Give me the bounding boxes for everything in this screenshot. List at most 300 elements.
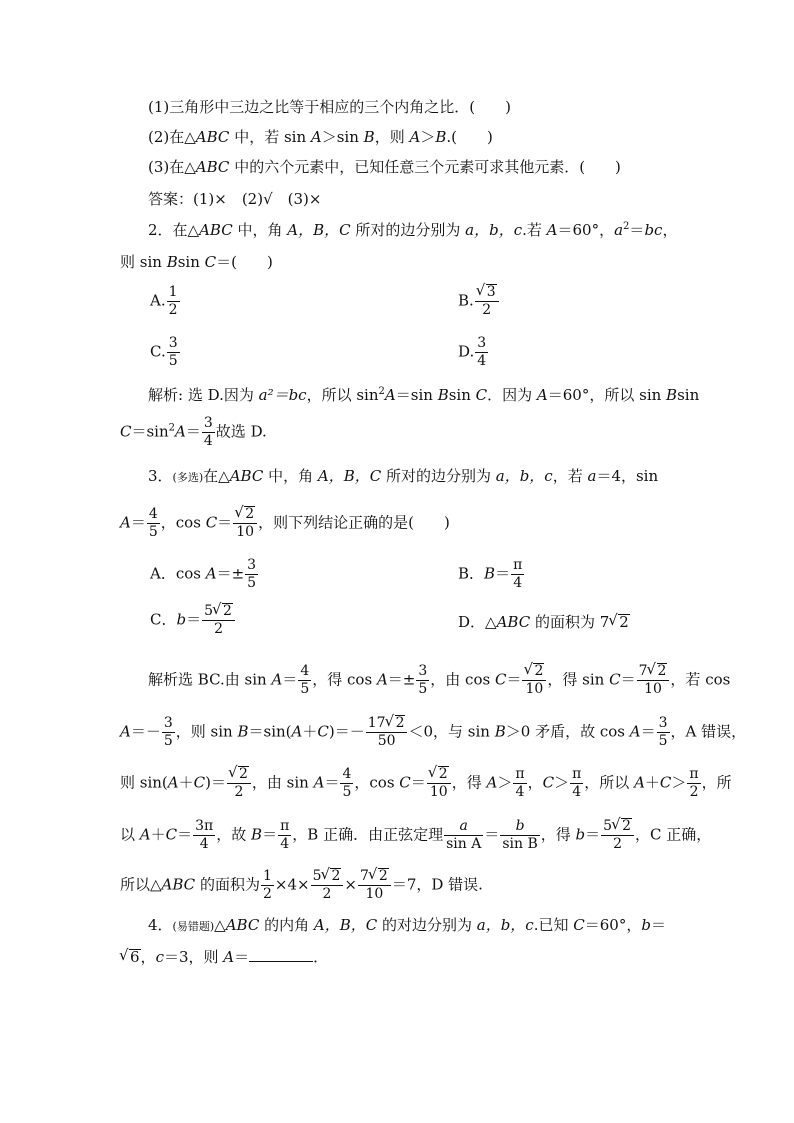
- fraction-numerator: 3: [168, 335, 178, 351]
- text-segment: ＝: [495, 564, 511, 583]
- sqrt-symbol: [609, 613, 630, 631]
- text-segment: ＞: [497, 773, 513, 792]
- text-segment: 的内角: [259, 916, 314, 934]
- math-variable: A: [139, 825, 151, 844]
- error-prone-tag: (易错题): [172, 920, 215, 933]
- fraction-denominator: 10: [644, 681, 662, 697]
- text-segment: 解析: 选 D.因为: [148, 386, 259, 404]
- radicand: 2: [395, 715, 405, 731]
- math-variable: ABC: [199, 221, 233, 239]
- text-segment: 则 sin: [120, 253, 167, 271]
- math-variable: b: [515, 818, 525, 834]
- text-segment: 17: [367, 715, 386, 731]
- fraction-denominator: 2: [322, 886, 332, 902]
- fraction-numerator: [366, 715, 408, 733]
- text-segment: ＝7，D 错误.: [391, 875, 483, 894]
- text-segment: A.: [150, 291, 166, 310]
- math-variable: B: [237, 722, 249, 741]
- fraction-numerator: 3: [658, 715, 668, 731]
- text-segment: A．cos: [150, 564, 206, 583]
- math-variable: A: [634, 773, 645, 792]
- text-segment: ×4×: [274, 875, 310, 894]
- text-segment: 7: [638, 663, 648, 679]
- math-variable: C: [317, 722, 329, 741]
- sqrt-symbol: [524, 663, 544, 680]
- math-variable: B: [166, 253, 178, 271]
- text-segment: ，得 sin: [547, 670, 610, 689]
- sqrt-symbol: [229, 766, 249, 783]
- sqrt-symbol: [429, 766, 449, 783]
- math-variable: A: [310, 128, 322, 146]
- text-segment: ＝sin(: [248, 722, 292, 741]
- fraction-denominator: 10: [429, 784, 448, 800]
- text-segment: ＝: [282, 670, 298, 689]
- q2-solution-line1: [148, 385, 794, 405]
- fraction-denominator: 2: [168, 302, 178, 318]
- text-segment: ＝: [262, 825, 278, 844]
- q3-solution-line3: [120, 766, 794, 801]
- math-variable: B: [494, 722, 506, 741]
- text-segment: ＝60°，: [557, 221, 615, 239]
- math-variable: a: [587, 467, 597, 485]
- sqrt-symbol: [386, 715, 406, 732]
- q4-stem-line2: [120, 945, 794, 967]
- math-variable: C: [204, 253, 217, 271]
- fraction-numerator: 3: [203, 415, 213, 431]
- fraction-denominator: 5: [418, 681, 428, 697]
- fraction: [570, 766, 583, 801]
- math-variable: ABC: [195, 128, 230, 146]
- text-segment: ，所以: [584, 773, 635, 792]
- judge-item-2: [148, 127, 794, 147]
- math-variable: A: [486, 773, 498, 792]
- math-variable: A: [629, 722, 641, 741]
- q3-option-a: [150, 557, 259, 592]
- math-variable: a²＝bc: [258, 386, 307, 404]
- text-segment: sin: [448, 386, 476, 404]
- text-segment: ，: [527, 773, 543, 792]
- text-segment: ，由 sin: [251, 773, 314, 792]
- judge-item-1: [148, 97, 794, 117]
- fraction: [202, 603, 235, 638]
- text-segment: ＝: [629, 221, 645, 239]
- fraction-denominator: 2: [214, 621, 223, 637]
- sqrt-symbol: [648, 663, 668, 680]
- math-variable: A: [120, 722, 131, 741]
- exponent: 2: [378, 386, 385, 397]
- math-variable: B: [666, 386, 678, 404]
- text-segment: ＝: [484, 825, 500, 844]
- text-segment: ＞0 矛盾，故 cos: [505, 722, 630, 741]
- fraction-numerator: 3π: [195, 818, 214, 834]
- math-variable: ABC: [161, 875, 196, 894]
- q3-solution-line2: [120, 715, 794, 750]
- text-segment: ＝: [620, 670, 636, 689]
- text-segment: 7: [359, 868, 369, 884]
- fraction-numerator: [202, 603, 235, 621]
- math-variable: A: [167, 773, 179, 792]
- fraction: [475, 284, 499, 319]
- q2-stem-line1: [148, 220, 794, 240]
- fraction-denominator: sin B: [502, 836, 538, 852]
- fraction: [511, 557, 524, 592]
- text-segment: ．因为: [487, 386, 537, 404]
- q3-option-c: [150, 603, 236, 638]
- math-variable: B: [484, 564, 496, 583]
- text-segment: ，由 cos: [430, 670, 495, 689]
- fraction-numerator: [227, 766, 251, 784]
- text-segment: ，若: [552, 467, 588, 485]
- fraction-denominator: 5: [148, 524, 158, 540]
- text-segment: ＞: [554, 773, 570, 792]
- text-segment: ＝: [324, 773, 340, 792]
- text-segment: ，得 cos: [312, 670, 377, 689]
- math-variable: a，b，c: [495, 467, 553, 485]
- text-segment: ，所: [701, 773, 732, 792]
- multi-choice-tag: (多选): [172, 471, 204, 484]
- text-segment: ，得: [451, 773, 487, 792]
- fraction: [657, 715, 670, 750]
- q2-option-c: [150, 335, 181, 370]
- fraction: [147, 506, 160, 541]
- fraction: [522, 663, 546, 698]
- text-segment: ，C 正确，: [635, 825, 712, 844]
- radicand: 6: [130, 948, 140, 966]
- text-segment: ×: [344, 875, 357, 894]
- text-segment: 则 sin(: [120, 773, 168, 792]
- text-segment: 答案：(1)× (2)√ (3)×: [148, 190, 322, 208]
- text-segment: ＝－: [130, 722, 161, 741]
- fraction-numerator: [444, 818, 483, 836]
- fraction: [500, 818, 539, 853]
- text-segment: B.: [458, 291, 474, 310]
- text-segment: ＝: [585, 825, 601, 844]
- math-variable: A: [409, 128, 421, 146]
- fraction-numerator: 3: [247, 557, 257, 573]
- text-segment: ＝4，sin: [596, 467, 659, 485]
- fraction-numerator: 1: [168, 284, 178, 300]
- fraction: [245, 557, 258, 592]
- text-segment: (3)在△: [148, 158, 196, 176]
- text-segment: 故选 D.: [215, 422, 267, 441]
- text-segment: 中，角: [263, 467, 318, 485]
- text-segment: 5: [603, 818, 613, 834]
- text-segment: sin: [677, 386, 700, 404]
- math-variable: B: [251, 825, 263, 844]
- fraction-denominator: 2: [262, 886, 272, 902]
- math-variable: A: [120, 513, 131, 532]
- fraction: [233, 506, 257, 541]
- fraction-denominator: 4: [477, 353, 487, 369]
- text-segment: 3．: [148, 467, 173, 485]
- math-variable: a: [614, 221, 624, 239]
- text-segment: ＞: [671, 773, 687, 792]
- math-variable: C: [659, 773, 672, 792]
- text-segment: ＞sin: [321, 128, 364, 146]
- math-variable: A: [536, 386, 548, 404]
- fraction-denominator: 4: [515, 784, 525, 800]
- math-variable: A: [223, 948, 235, 966]
- text-segment: ，: [140, 948, 156, 966]
- text-segment: ＞: [420, 128, 436, 146]
- fraction: [340, 766, 353, 801]
- text-segment: ＋: [150, 825, 166, 844]
- fraction: [687, 766, 700, 801]
- text-segment: )＝－: [328, 722, 365, 741]
- text-segment: D．△: [458, 613, 497, 631]
- fraction-numerator: 4: [342, 766, 352, 782]
- text-segment: ＜0，与 sin: [408, 722, 495, 741]
- text-segment: ．: [313, 948, 329, 966]
- radicand: 2: [331, 868, 341, 884]
- math-variable: C: [609, 670, 621, 689]
- fraction: [637, 663, 670, 698]
- q3-solution-line1: [148, 663, 794, 698]
- q2-solution-line2: [120, 415, 794, 450]
- radicand: 3: [486, 284, 496, 300]
- text-segment: ＝60°，所以 sin: [547, 386, 667, 404]
- fraction: [202, 415, 215, 450]
- text-segment: ＝3，则: [163, 948, 224, 966]
- math-variable: ABC: [225, 916, 260, 934]
- text-segment: 的对边分别为: [377, 916, 477, 934]
- text-segment: ＝: [234, 948, 250, 966]
- fraction: [366, 715, 408, 750]
- text-segment: ＋: [178, 773, 194, 792]
- text-segment: ＝( ): [216, 253, 273, 271]
- fraction-numerator: 1: [262, 868, 272, 884]
- math-variable: C: [165, 825, 178, 844]
- text-segment: 的面积为 7: [530, 613, 610, 631]
- q3-option-b: [458, 557, 525, 592]
- radicand: 2: [657, 663, 667, 679]
- math-variable: b: [641, 916, 651, 934]
- answer-blank[interactable]: [249, 945, 313, 962]
- fraction-numerator: [637, 663, 670, 681]
- fraction: [193, 818, 215, 853]
- text-segment: ，则: [374, 128, 410, 146]
- fraction-denominator: 5: [247, 575, 257, 591]
- math-variable: A: [313, 773, 325, 792]
- fraction-denominator: 4: [572, 784, 582, 800]
- math-variable: A: [175, 422, 186, 441]
- math-variable: ABC: [195, 158, 230, 176]
- fraction-denominator: 5: [342, 784, 352, 800]
- q3-solution-line4: [120, 818, 794, 853]
- math-variable: C: [120, 422, 132, 441]
- text-segment: ，cos: [160, 513, 206, 532]
- text-segment: ，: [662, 221, 678, 239]
- fraction-numerator: π: [689, 766, 699, 782]
- math-variable: B: [435, 128, 447, 146]
- fraction: [261, 868, 274, 903]
- text-segment: ，若 cos: [670, 670, 731, 689]
- math-variable: C: [205, 513, 218, 532]
- math-variable: B: [437, 386, 449, 404]
- fraction: [167, 335, 180, 370]
- text-segment: ＝60°，: [584, 916, 642, 934]
- math-variable: b: [176, 610, 187, 629]
- radicand: 2: [378, 868, 388, 884]
- text-segment: 5: [312, 868, 322, 884]
- radicand: 2: [619, 613, 629, 631]
- exponent: 2: [168, 422, 176, 434]
- math-variable: A: [546, 221, 558, 239]
- text-segment: △: [214, 916, 226, 934]
- fraction-denominator: 5: [658, 733, 668, 749]
- text-segment: 在△: [203, 467, 230, 485]
- text-segment: 4．: [148, 916, 173, 934]
- text-segment: 中，角: [232, 221, 288, 239]
- fraction-numerator: [500, 818, 539, 836]
- fraction-numerator: [601, 818, 634, 836]
- text-segment: ，所以 sin: [306, 386, 379, 404]
- text-segment: 所对的边分别为: [350, 221, 466, 239]
- q3-stem-line1: [148, 466, 794, 488]
- fraction-numerator: 3: [477, 335, 487, 351]
- text-segment: .已知: [533, 916, 574, 934]
- q2-stem-line2: [120, 252, 794, 272]
- sqrt-symbol: [321, 868, 341, 885]
- text-segment: C．: [150, 610, 177, 629]
- math-variable: C: [494, 670, 507, 689]
- fraction-denominator: 50: [377, 733, 396, 749]
- text-segment: ，B 正确．由正弦定理: [292, 825, 444, 844]
- exponent: 2: [623, 221, 630, 232]
- math-variable: C: [542, 773, 555, 792]
- math-variable: a: [459, 818, 468, 834]
- fraction: [298, 663, 311, 698]
- q2-option-b: [458, 284, 500, 319]
- math-variable: A，B，C: [313, 916, 378, 934]
- fraction-numerator: π: [280, 818, 290, 834]
- q4-stem-line1: [148, 915, 794, 937]
- text-segment: ，得: [540, 825, 576, 844]
- fraction: [162, 715, 175, 750]
- math-variable: A: [205, 564, 217, 583]
- radicand: 2: [245, 506, 255, 522]
- text-segment: ，cos: [354, 773, 400, 792]
- text-segment: (2)在△: [148, 128, 196, 146]
- text-segment: ，则 sin: [175, 722, 238, 741]
- text-segment: 所以△: [120, 875, 162, 894]
- fraction-denominator: 10: [236, 524, 255, 540]
- fraction-numerator: 4: [148, 506, 158, 522]
- fraction: [475, 335, 488, 370]
- math-variable: A，B，C: [317, 467, 382, 485]
- radicand: 2: [534, 663, 544, 679]
- sqrt-symbol: [612, 818, 632, 835]
- fraction-denominator: 4: [199, 836, 209, 852]
- text-segment: ＝±: [216, 564, 245, 583]
- fraction-numerator: π: [572, 766, 582, 782]
- text-segment: ＝: [506, 670, 522, 689]
- fraction-denominator: 5: [163, 733, 173, 749]
- fraction: [416, 663, 429, 698]
- text-segment: ＝: [217, 513, 233, 532]
- text-segment: ＝: [130, 513, 146, 532]
- fraction-denominator: 4: [280, 836, 290, 852]
- fraction-denominator: 4: [513, 575, 523, 591]
- q3-solution-line5: [120, 868, 794, 903]
- judge-item-3: [148, 157, 794, 177]
- q3-option-d: [458, 611, 630, 632]
- text-segment: ＝±: [387, 670, 416, 689]
- text-segment: ＋: [302, 722, 318, 741]
- math-variable: b: [575, 825, 586, 844]
- math-variable: ABC: [229, 467, 264, 485]
- radicand: 2: [238, 766, 248, 782]
- text-segment: 解析选 BC.由 sin: [148, 670, 272, 689]
- fraction-numerator: [427, 766, 451, 784]
- fraction: [601, 818, 634, 853]
- text-segment: .( ): [446, 128, 493, 146]
- text-segment: )＝: [205, 773, 226, 792]
- sqrt-symbol: [213, 603, 233, 620]
- text-segment: ＝: [640, 722, 656, 741]
- sqrt-symbol: [235, 506, 255, 523]
- fraction-numerator: 3: [163, 715, 173, 731]
- fraction: [311, 868, 344, 903]
- text-segment: ＝: [650, 916, 666, 934]
- fraction-numerator: [522, 663, 546, 681]
- text-segment: 2．在△: [148, 221, 200, 239]
- text-segment: 中的六个元素中，已知任意三个元素可求其他元素．( ): [229, 158, 621, 176]
- fraction-numerator: [233, 506, 257, 524]
- text-segment: ＝: [177, 825, 193, 844]
- fraction: [444, 818, 483, 853]
- radicand: 2: [622, 818, 632, 834]
- text-segment: ＝: [185, 422, 201, 441]
- fraction-denominator: 2: [234, 784, 244, 800]
- fraction: [167, 284, 180, 319]
- q2-option-a: [150, 284, 181, 319]
- fraction: [227, 766, 251, 801]
- math-variable: a，b，c: [465, 221, 523, 239]
- radicand: 2: [223, 603, 232, 619]
- fraction-numerator: [475, 284, 499, 302]
- fraction-denominator: 2: [613, 836, 623, 852]
- fraction-denominator: 2: [689, 784, 699, 800]
- text-segment: B．: [458, 564, 485, 583]
- radicand: 2: [438, 766, 448, 782]
- math-variable: A: [376, 670, 388, 689]
- text-segment: D.: [458, 342, 475, 361]
- judge-answer: [148, 189, 794, 209]
- text-segment: ，则下列结论正确的是( ): [258, 513, 450, 532]
- fraction-denominator: 2: [482, 302, 492, 318]
- text-segment: ＝: [186, 610, 202, 629]
- q2-option-d: [458, 335, 489, 370]
- fraction-numerator: 3: [418, 663, 428, 679]
- text-segment: ＝sin: [131, 422, 169, 441]
- text-segment: 所对的边分别为: [381, 467, 496, 485]
- text-segment: ＝sin: [395, 386, 438, 404]
- fraction: [513, 766, 526, 801]
- fraction-denominator: 4: [203, 433, 213, 449]
- fraction-denominator: 10: [365, 886, 384, 902]
- q3-stem-line2: [120, 506, 794, 541]
- math-variable: A: [291, 722, 303, 741]
- fraction: [278, 818, 291, 853]
- math-variable: C: [193, 773, 206, 792]
- text-segment: 中，若 sin: [229, 128, 311, 146]
- text-segment: ＋: [644, 773, 660, 792]
- fraction-numerator: [311, 868, 344, 886]
- sqrt-symbol: [477, 284, 497, 301]
- text-segment: sin: [177, 253, 205, 271]
- fraction-denominator: 10: [525, 681, 544, 697]
